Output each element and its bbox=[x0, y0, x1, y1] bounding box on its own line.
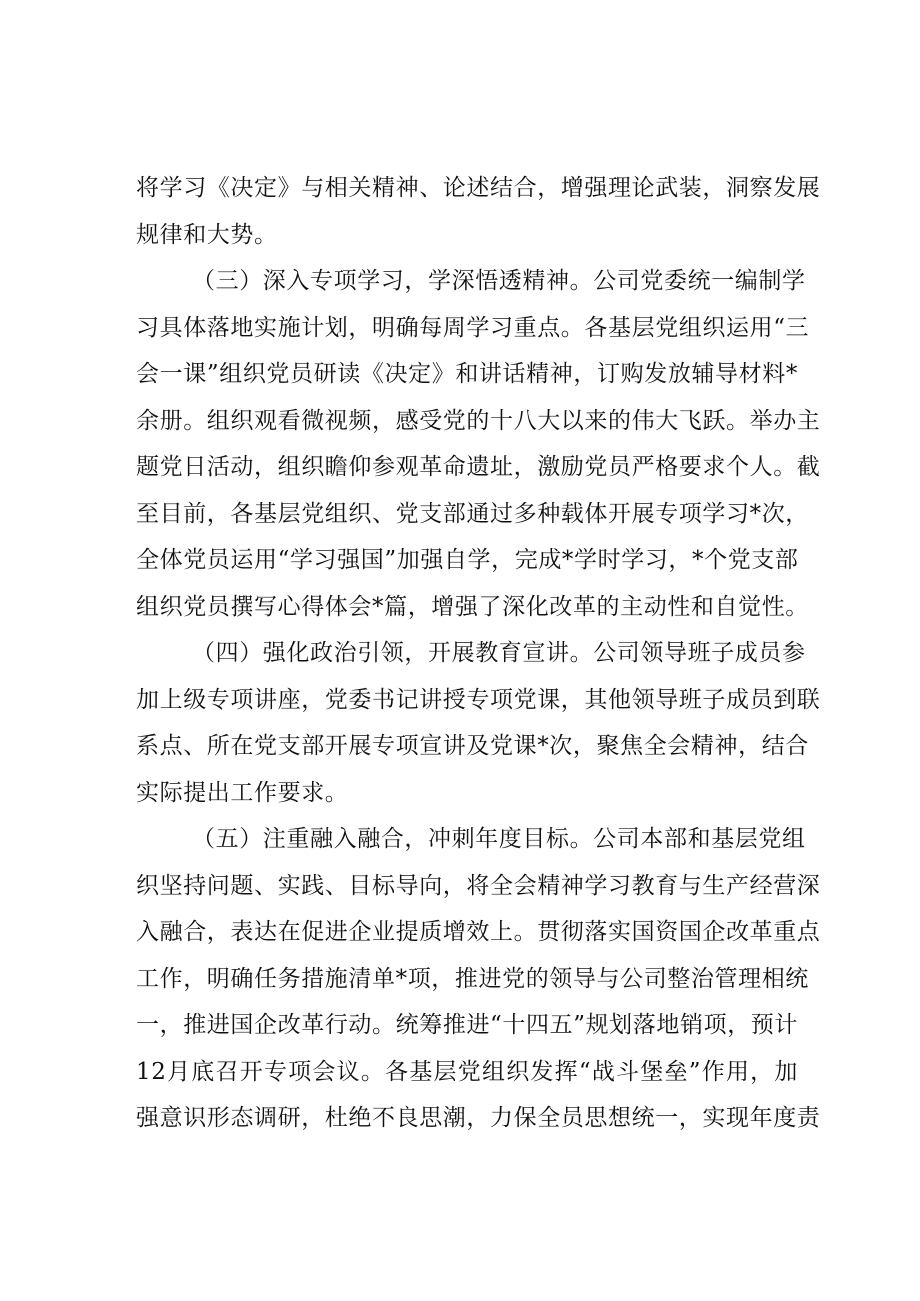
text-line: 习具体落地实施计划，明确每周学习重点。各基层党组织运用“三 bbox=[136, 314, 810, 341]
text-line: 系点、所在党支部开展专项宣讲及党课*次，聚焦全会精神，结合 bbox=[136, 733, 809, 759]
text-line: 会一课”组织党员研读《决定》和讲话精神，订购发放辅导材料* bbox=[136, 361, 798, 387]
text-line: 一，推进国企改革行动。统筹推进“十四五”规划落地销项，预计 bbox=[136, 1012, 798, 1038]
section-heading-line: （五）注重融入融合，冲刺年度目标。公司本部和基层党组 bbox=[192, 826, 806, 852]
text-line: 12月底召开专项会议。各基层党组织发挥“战斗堡垒”作用，加 bbox=[136, 1058, 798, 1085]
paragraph-section-5 bbox=[136, 816, 821, 1142]
text-line: 入融合，表达在促进企业提质增效上。贯彻落实国资国企改革重点 bbox=[136, 919, 821, 945]
section-heading-line: （三）深入专项学习，学深悟透精神。公司党委统一编制学 bbox=[192, 268, 806, 294]
text-line: 工作，明确任务措施清单*项，推进党的领导与公司整治管理相统 bbox=[136, 965, 809, 992]
paragraph-section-4 bbox=[136, 630, 821, 816]
text-line: 全体党员运用“学习强国”加强自学，完成*学时学习，*个党支部 bbox=[136, 547, 799, 573]
text-line: 强意识形态调研，杜绝不良思潮，力保全员思想统一，实现年度责 bbox=[136, 1105, 821, 1131]
document-body bbox=[136, 165, 821, 1142]
paragraph-section-3 bbox=[136, 258, 821, 630]
text-line: 至目前，各基层党组织、党支部通过多种载体开展专项学习*次， bbox=[136, 500, 809, 527]
text-line: 织坚持问题、实践、目标导向，将全会精神学习教育与生产经营深 bbox=[136, 872, 821, 899]
text-line: 题党日活动，组织瞻仰参观革命遗址，激励党员严格要求个人。截 bbox=[136, 454, 821, 480]
paragraph-intro bbox=[136, 165, 821, 258]
text-line: 加上级专项讲座，党委书记讲授专项党课，其他领导班子成员到联 bbox=[136, 686, 821, 713]
text-line: 将学习《决定》与相关精神、论述结合，增强理论武装，洞察发展 bbox=[136, 175, 821, 201]
section-heading-line: （四）强化政治引领，开展教育宣讲。公司领导班子成员参 bbox=[192, 640, 806, 666]
text-line: 规律和大势。 bbox=[136, 221, 278, 248]
text-line: 实际提出工作要求。 bbox=[136, 779, 349, 806]
text-line: 组织党员撰写心得体会*篇，增强了深化改革的主动性和自觉性。 bbox=[136, 593, 809, 620]
text-line: 余册。组织观看微视频，感受党的十八大以来的伟大飞跃。举办主 bbox=[136, 407, 821, 434]
